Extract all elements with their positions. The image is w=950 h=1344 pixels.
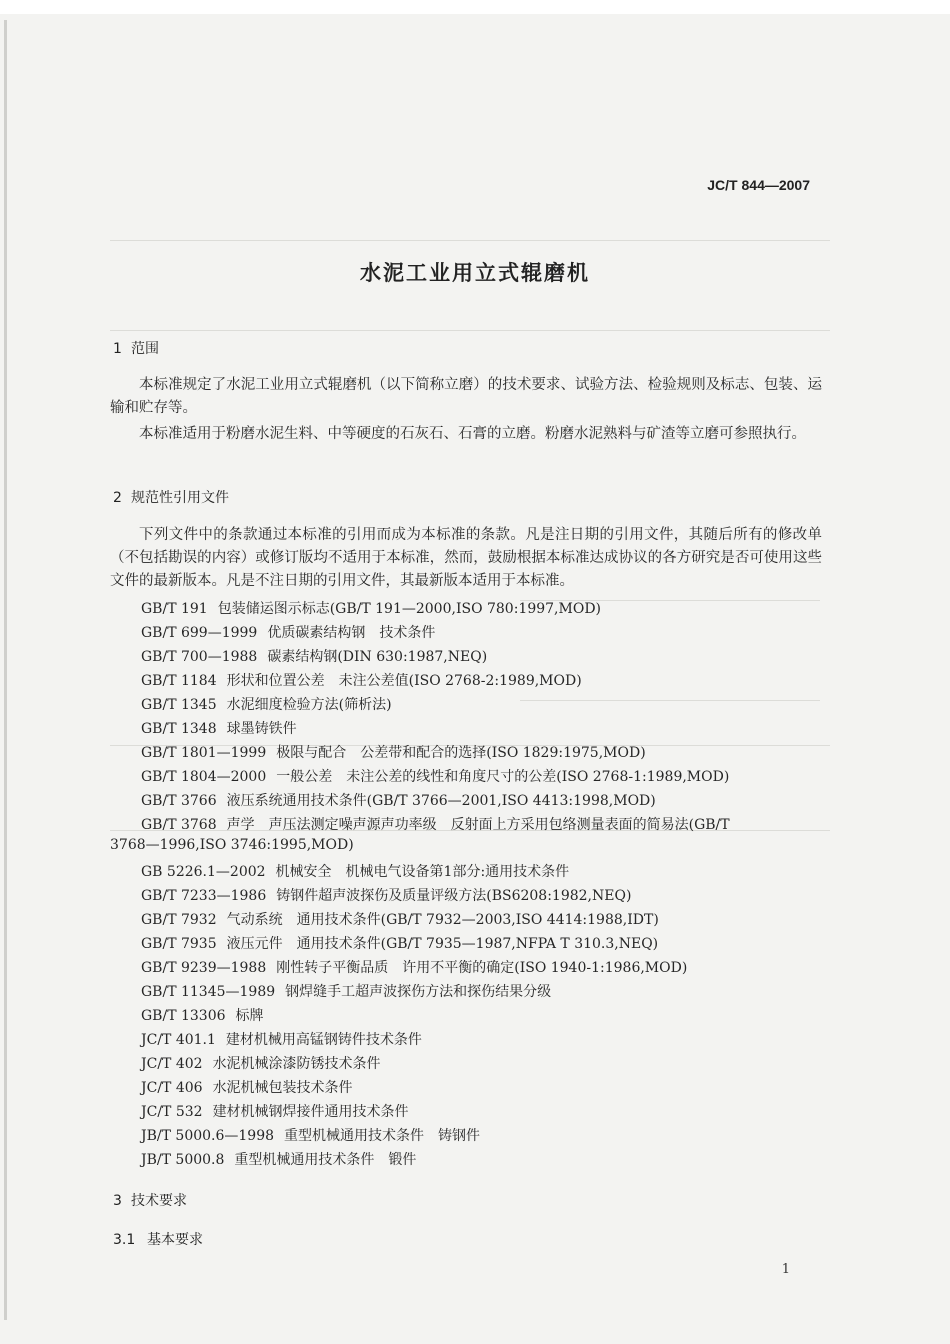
reference-title: 水泥细度检验方法(筛析法)	[226, 697, 392, 713]
reference-title: 3768—1996,ISO 3746:1995,MOD)	[110, 837, 354, 853]
reference-item	[141, 909, 659, 929]
reference-item	[141, 622, 435, 642]
reference-title: 球墨铸铁件	[226, 721, 297, 737]
scope-paragraph: 本标准适用于粉磨水泥生料、中等硬度的石灰石、石膏的立磨。粉磨水泥熟料与矿渣等立磨可参照执行。	[139, 426, 806, 442]
standard-number: JC/T 844—2007	[707, 177, 810, 193]
reference-item	[141, 885, 631, 905]
reference-item	[141, 1101, 409, 1121]
reference-title: 水泥机械包装技术条件	[212, 1080, 353, 1096]
reference-code: JB/T 5000.6—1998	[141, 1128, 275, 1144]
scan-left-edge	[4, 20, 7, 1320]
reference-item	[141, 742, 646, 762]
reference-title: 液压系统通用技术条件(GB/T 3766—2001,ISO 4413:1998,MOD)	[226, 793, 656, 809]
reference-item	[141, 790, 656, 810]
reference-code: JC/T 402	[141, 1056, 203, 1072]
reference-title: 形状和位置公差 未注公差值(ISO 2768-2:1989,MOD)	[226, 673, 582, 689]
reference-item	[141, 766, 729, 786]
section-number: 3.1	[113, 1232, 136, 1248]
reference-item	[141, 933, 658, 953]
document-title: 水泥工业用立式辊磨机	[360, 261, 590, 285]
page-number: 1	[781, 1262, 790, 1277]
bleed-through-line	[520, 700, 820, 701]
reference-item	[141, 1005, 264, 1025]
reference-title: 水泥机械涂漆防锈技术条件	[212, 1056, 381, 1072]
reference-item	[141, 981, 551, 1001]
reference-code: GB/T 7233—1986	[141, 888, 267, 904]
reference-code: GB/T 191	[141, 601, 208, 617]
reference-title: 声学 声压法测定噪声源声功率级 反射面上方采用包络测量表面的简易法(GB/T	[226, 817, 730, 833]
reference-title: 建材机械用高锰钢铸件技术条件	[225, 1032, 422, 1048]
reference-item	[141, 718, 297, 738]
reference-item	[141, 1077, 353, 1097]
reference-title: 碳素结构钢(DIN 630:1987,NEQ)	[267, 649, 488, 665]
reference-title: 重型机械通用技术条件 铸钢件	[284, 1128, 481, 1144]
normative-intro-paragraph: 下列文件中的条款通过本标准的引用而成为本标准的条款。凡是注日期的引用文件，其随后所有的修改单（不包括勘误的内容）或修订版均不适用于本标准，然而，鼓励根据本标准达成协议的各方研究是否可使用这些文件的最新版本。凡是不注日期的引用文件，其最新版本适用于本标准。	[110, 527, 822, 589]
reference-title: 重型机械通用技术条件 锻件	[234, 1152, 417, 1168]
section-number: 1	[113, 341, 122, 357]
section-heading-3-1	[113, 1229, 203, 1249]
section-heading-3	[113, 1190, 187, 1210]
section-title: 技术要求	[131, 1193, 187, 1209]
section-number: 3	[113, 1193, 122, 1209]
reference-code: GB/T 700—1988	[141, 649, 258, 665]
reference-code: JC/T 401.1	[141, 1032, 216, 1048]
reference-title: 机械安全 机械电气设备第1部分:通用技术条件	[275, 864, 570, 880]
reference-code: GB/T 1345	[141, 697, 217, 713]
reference-title: 优质碳素结构钢 技术条件	[267, 625, 436, 641]
reference-item	[141, 957, 687, 977]
reference-code: GB 5226.1—2002	[141, 864, 266, 880]
section-heading-1	[113, 338, 159, 358]
reference-item-continuation	[110, 837, 354, 853]
bleed-through-line	[110, 330, 830, 331]
reference-code: GB/T 1804—2000	[141, 769, 267, 785]
reference-item	[141, 1053, 381, 1073]
reference-code: GB/T 3768	[141, 817, 217, 833]
scope-paragraph: 本标准规定了水泥工业用立式辊磨机（以下简称立磨）的技术要求、试验方法、检验规则及标志、包装、运输和贮存等。	[110, 377, 822, 416]
reference-code: JC/T 406	[141, 1080, 203, 1096]
reference-code: JC/T 532	[141, 1104, 203, 1120]
reference-title: 包装储运图示标志(GB/T 191—2000,ISO 780:1997,MOD)	[217, 601, 602, 617]
reference-code: GB/T 13306	[141, 1008, 226, 1024]
section-title: 范围	[131, 341, 159, 357]
reference-item	[141, 814, 730, 834]
reference-code: GB/T 11345—1989	[141, 984, 276, 1000]
reference-title: 气动系统 通用技术条件(GB/T 7932—2003,ISO 4414:1988,IDT)	[226, 912, 659, 928]
reference-code: GB/T 3766	[141, 793, 217, 809]
reference-title: 液压元件 通用技术条件(GB/T 7935—1987,NFPA T 310.3,NEQ)	[226, 936, 659, 952]
section-heading-2	[113, 487, 229, 507]
section-title: 基本要求	[147, 1232, 203, 1248]
reference-item	[141, 598, 601, 618]
reference-code: GB/T 7932	[141, 912, 217, 928]
reference-title: 建材机械钢焊接件通用技术条件	[212, 1104, 409, 1120]
reference-code: GB/T 1184	[141, 673, 217, 689]
reference-title: 一般公差 未注公差的线性和角度尺寸的公差(ISO 2768-1:1989,MOD)	[276, 769, 730, 785]
reference-code: GB/T 1801—1999	[141, 745, 267, 761]
reference-code: GB/T 699—1999	[141, 625, 258, 641]
section-title: 规范性引用文件	[131, 490, 229, 506]
reference-code: GB/T 1348	[141, 721, 217, 737]
reference-title: 标牌	[235, 1008, 264, 1024]
bleed-through-line	[110, 240, 830, 241]
section-number: 2	[113, 490, 122, 506]
reference-item	[141, 694, 392, 714]
reference-code: GB/T 7935	[141, 936, 217, 952]
reference-title: 极限与配合 公差带和配合的选择(ISO 1829:1975,MOD)	[276, 745, 646, 761]
reference-item	[141, 646, 487, 666]
reference-item	[141, 1149, 416, 1169]
reference-item	[141, 861, 569, 881]
reference-code: GB/T 9239—1988	[141, 960, 267, 976]
reference-item	[141, 670, 582, 690]
reference-item	[141, 1125, 480, 1145]
scan-top-margin	[0, 0, 950, 14]
reference-item	[141, 1029, 422, 1049]
reference-title: 钢焊缝手工超声波探伤方法和探伤结果分级	[285, 984, 552, 1000]
reference-code: JB/T 5000.8	[141, 1152, 225, 1168]
reference-title: 铸钢件超声波探伤及质量评级方法(BS6208:1982,NEQ)	[276, 888, 632, 904]
reference-title: 刚性转子平衡品质 许用不平衡的确定(ISO 1940-1:1986,MOD)	[276, 960, 688, 976]
